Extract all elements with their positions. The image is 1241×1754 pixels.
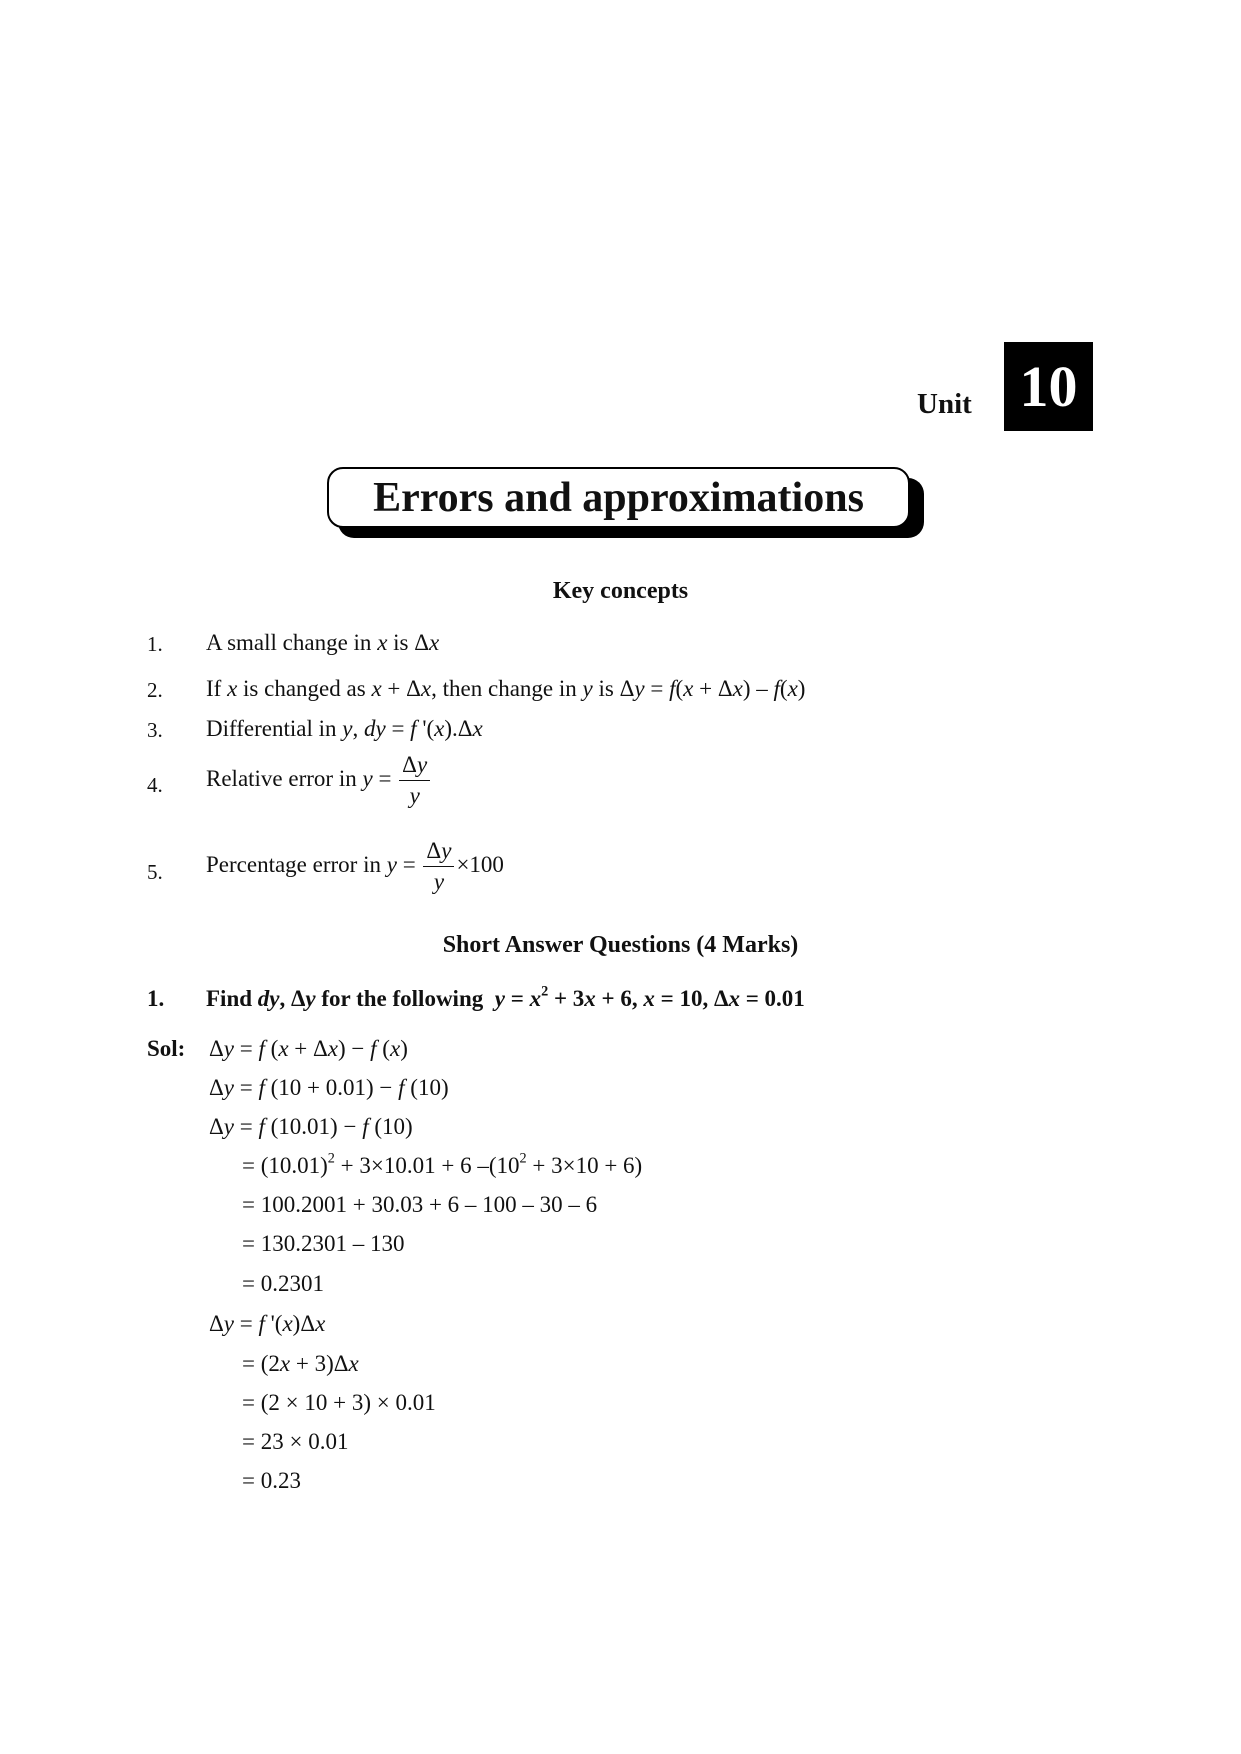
solution-line: = (2x + 3)Δx xyxy=(242,1351,359,1376)
concept-item: A small change in x is Δx xyxy=(206,630,440,655)
unit-number-badge: 10 xyxy=(1004,342,1093,431)
concept-number: 4. xyxy=(147,773,163,797)
unit-label: Unit xyxy=(917,388,972,420)
solution-line: Δy = f (10 + 0.01) − f (10) xyxy=(209,1075,449,1100)
solution-line: Δy = f '(x)Δx xyxy=(209,1311,326,1336)
concept-item: Percentage error in y = $\frac{\Delta y}{y}$ ×100 xyxy=(206,838,504,894)
solution-line: = 23 × 0.01 xyxy=(242,1429,349,1454)
solution-line: = 0.2301 xyxy=(242,1271,324,1296)
concept-number: 2. xyxy=(147,678,163,702)
solution-line: = (2 × 10 + 3) × 0.01 xyxy=(242,1390,436,1415)
solution-line: = $(10.01)^2 + 3\times 10.01 + 6$ $-(10^2 + 3\times 10 + 6)$ xyxy=(242,1150,643,1178)
solution-line: = 0.23 xyxy=(242,1468,301,1493)
solution-line: = 130.2301 – 130 xyxy=(242,1231,405,1256)
concept-item: If x is changed as x + Δx, then change in y is Δy = f(x + Δx) – f(x) xyxy=(206,676,806,701)
concept-number: 1. xyxy=(147,632,163,656)
chapter-title: Errors and approximations xyxy=(327,467,910,528)
solution-label: Sol: xyxy=(147,1036,186,1061)
question-text: Find dy, Δy for the following $y = x^2 + 3x + 6$, x = 10, Δx = 0.01 xyxy=(206,983,805,1011)
question-number: 1. xyxy=(147,986,165,1011)
key-concepts-heading: Key concepts xyxy=(552,578,689,604)
solution-line: = 100.2001 + 30.03 + 6 – 100 – 30 – 6 xyxy=(242,1192,598,1217)
concept-number: 5. xyxy=(147,860,163,884)
concept-item: Relative error in y = $\frac{\Delta y}{y}$ xyxy=(206,752,432,809)
concept-number: 3. xyxy=(147,718,163,742)
solution-line: Δy = f (x + Δx) − f (x) xyxy=(209,1036,408,1061)
concept-item: Differential in y, dy = f '(x).Δx xyxy=(206,716,483,741)
solution-line: Δy = f (10.01) − f (10) xyxy=(209,1114,413,1139)
short-answer-heading: Short Answer Questions (4 Marks) xyxy=(442,932,799,958)
